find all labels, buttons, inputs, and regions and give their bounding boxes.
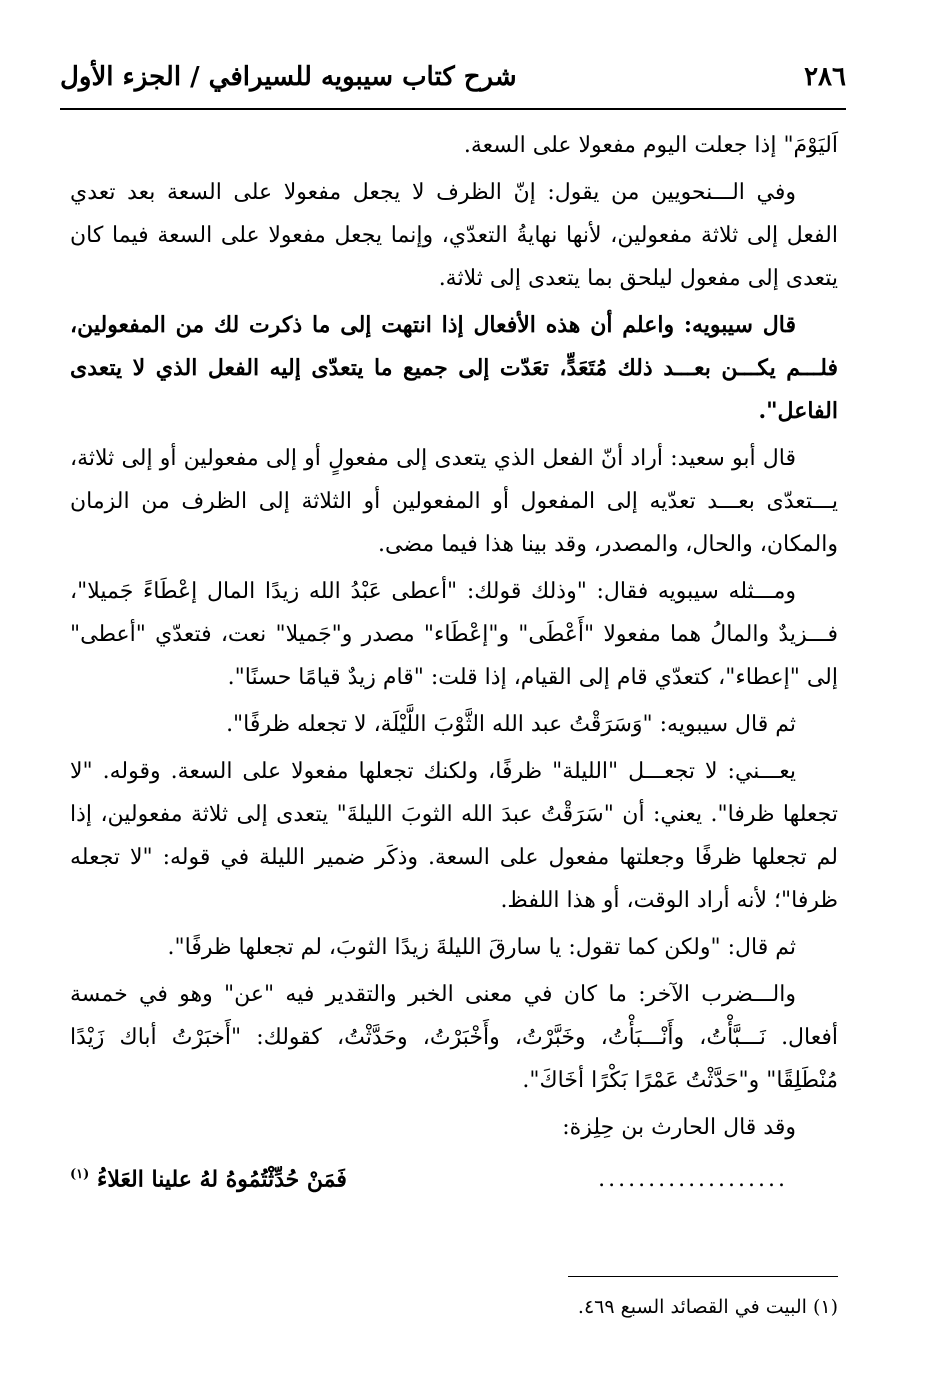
footnote-divider bbox=[568, 1276, 838, 1277]
body-text bbox=[70, 124, 838, 1201]
header-divider bbox=[60, 108, 846, 110]
page-header bbox=[60, 52, 846, 102]
paragraph-8: ثم قال: "ولكن كما تقول: يا سارقَ الليلةَ زيدًا الثوبَ، لم تجعلها ظرفًا". bbox=[167, 935, 796, 960]
paragraph-10: وقد قال الحارث بن حِلِزة: bbox=[562, 1115, 796, 1140]
verse-first-hemistich-dots: ................... bbox=[598, 1167, 788, 1193]
footnote: (١) البيت في القصائد السبع ٤٦٩. bbox=[577, 1296, 838, 1318]
verse-second-hemistich bbox=[70, 1153, 347, 1201]
running-title: شرح كتاب سيبويه للسيرافي / الجزء الأول bbox=[60, 62, 517, 92]
verse-text: فَمَنْ حُدِّثْتُمُوهُ لهُ علينا العَلاءُ bbox=[96, 1166, 347, 1193]
paragraph-7: يعـــني: لا تجعـــل "الليلة" ظرفًا، ولكنك تجعلها مفعولا على السعة. وقوله. "لا تجعلها ظرفا". يعني: أن "سَرَقْتُ عبدَ الله الثوبَ الليلةَ" يتعدى إلى ثلاثة مفعولين، إذا لم تجعلها ظرفًا وجعلتها مفعول على السعة. وذكَر ضمير الليلة في قوله: "لا تجعله ظرفا"؛ لأنه أراد الوقت، أو هذا اللفظ. bbox=[70, 759, 838, 913]
paragraph-2: وفي الـــنحويين من يقول: إنّ الظرف لا يجعل مفعولا على السعة بعد تعدي الفعل إلى ثلاثة مفعولين، لأنها نهايةُ التعدّي، وإنما يجعل مفعولا على السعة فيما كان يتعدى إلى مفعول ليلحق بما يتعدى إلى ثلاثة. bbox=[70, 180, 838, 291]
footnote-marker: (١) bbox=[70, 1167, 90, 1182]
page-number: ٢٨٦ bbox=[804, 62, 846, 92]
paragraph-9: والـــضرب الآخر: ما كان في معنى الخبر والتقدير فيه "عن" وهو في خمسة أفعال. نَـــبَّأْتُ، وأَنْـــبَأْتُ، وخَبَّرْتُ، وأَخْبَرْتُ، وحَدَّثْتُ، كقولك: "أَخبَرْتُ أباك زَيْدًا مُنْطَلِقًا" و"حَدَّثْتُ عَمْرًا بَكْرًا أخَاكَ". bbox=[70, 982, 838, 1093]
paragraph-6: ثم قال سيبويه: "وَسَرَقْتُ عبد الله الثَّوْبَ اللَّيْلَة، لا تجعله ظرفًا". bbox=[226, 712, 796, 737]
paragraph-5: ومـــثله سيبويه فقال: "وذلك قولك: "أعطى عَبْدُ الله زيدًا المال إعْطَاءً جَميلا"، فـــزيدٌ والمالُ هما مفعولا "أَعْطَى" و"إعْطَاء" مصدر و"جَميلا" نعت، فتعدّي "أعطى" إلى "إعطاء"، كتعدّي قام إلى القيام، إذا قلت: "قام زيدٌ قيامًا حسنًا". bbox=[70, 579, 838, 690]
paragraph-4: قال أبو سعيد: أراد أنّ الفعل الذي يتعدى إلى مفعولٍ أو إلى مفعولين أو إلى ثلاثة، يـــتعدّى بعـــد تعدّيه إلى المفعول أو المفعولين أو الثلاثة إلى الظرف من الزمان والمكان، والحال، والمصدر، وقد بينا هذا فيما مضى. bbox=[70, 446, 838, 557]
poetry-verse bbox=[70, 1153, 838, 1201]
paragraph-1: اَليَوْمَ" إذا جعلت اليوم مفعولا على السعة. bbox=[463, 133, 838, 158]
paragraph-3: قال سيبويه: واعلم أن هذه الأفعال إذا انتهت إلى ما ذكرت لك من المفعولين، فلـــم يكـــن بعـــد ذلك مُتَعَدٍّ، تعَدّت إلى جميع ما يتعدّى إليه الفعل الذي لا يتعدى الفاعل". bbox=[70, 312, 838, 424]
